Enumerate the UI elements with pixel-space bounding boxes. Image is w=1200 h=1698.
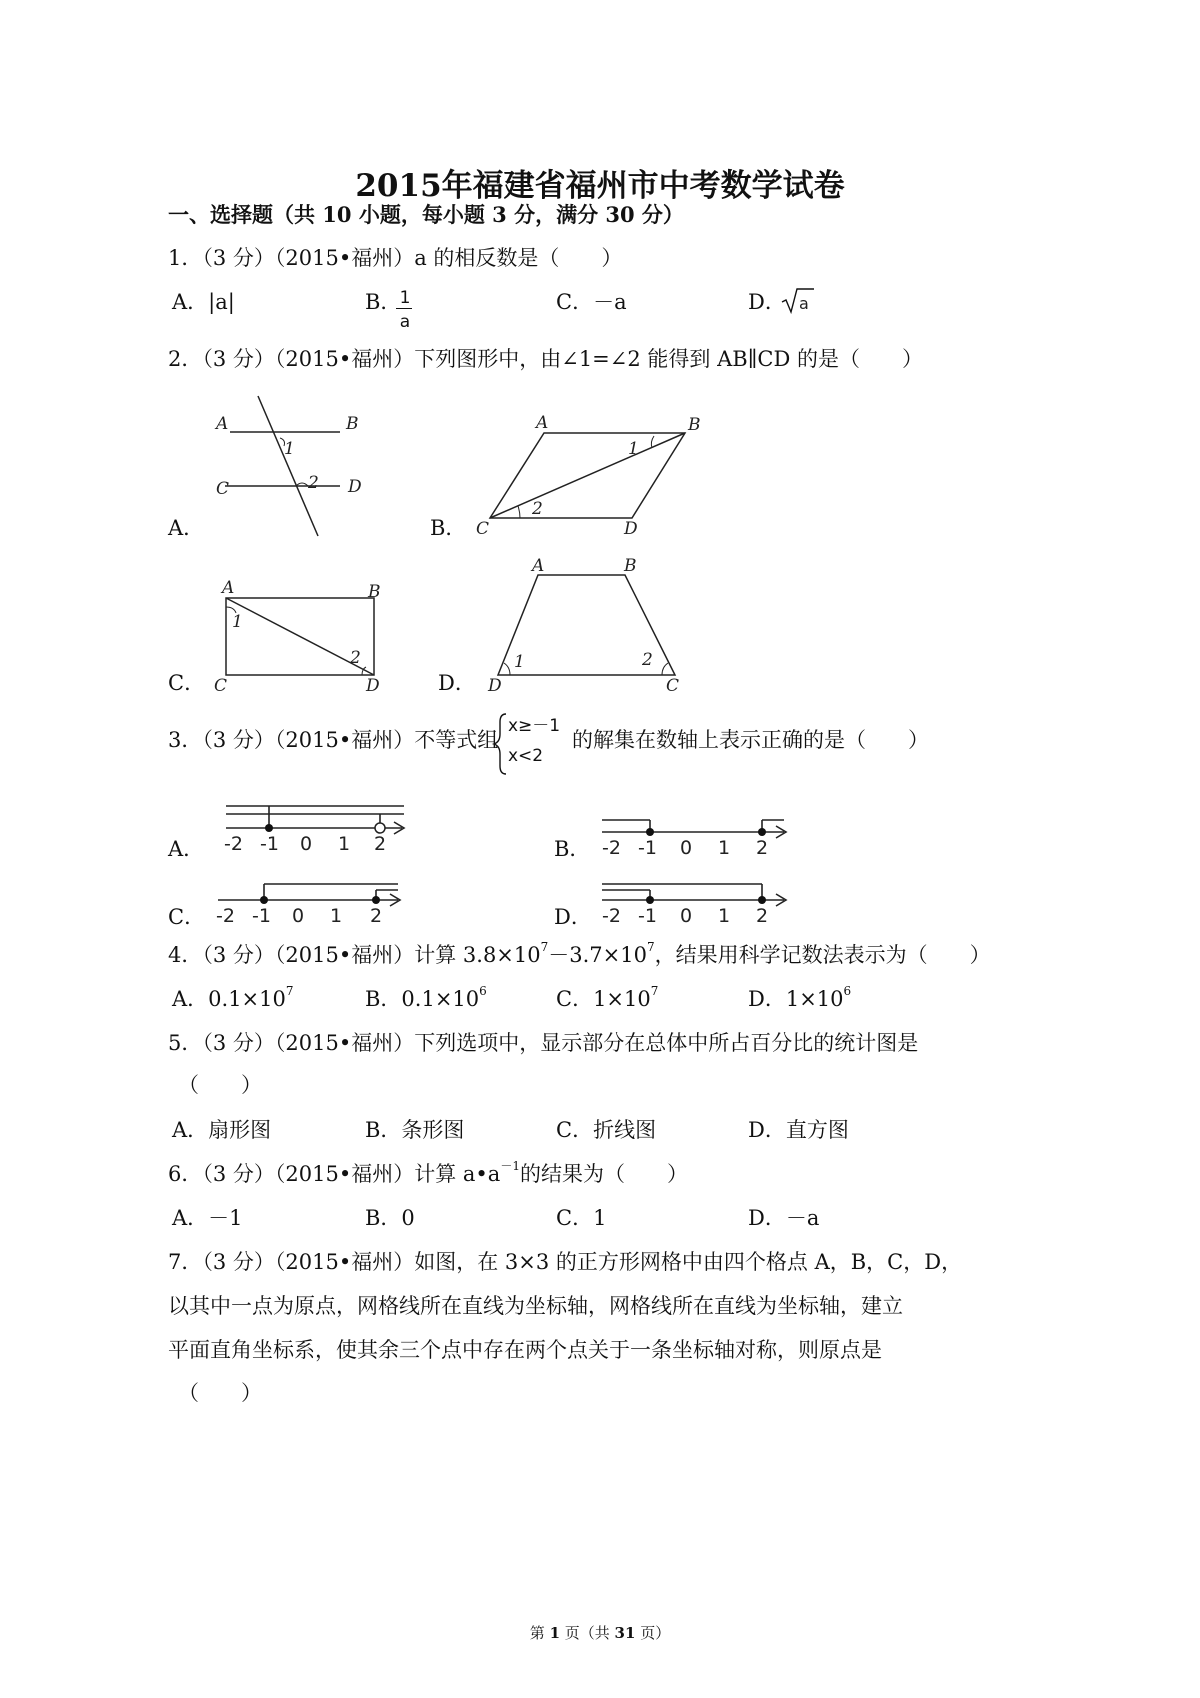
label-b: B: [346, 414, 359, 434]
tick-label: -2: [602, 905, 621, 927]
q5-option-c: C．折线图: [556, 1118, 657, 1142]
tick-label: 1: [338, 833, 351, 855]
question-1-stem: 1．（3 分）（2015•福州）a 的相反数是（ ）: [168, 246, 623, 270]
q1-b-numerator: 1: [399, 288, 411, 308]
q1-option-b: B．: [365, 290, 402, 314]
option-text: A．0.1×10: [172, 987, 286, 1011]
q2-option-b: B．: [430, 516, 467, 540]
option-text: B．0.1×10: [365, 987, 480, 1011]
q5-option-a: A．扇形图: [172, 1118, 272, 1142]
q4-option-d: [748, 984, 852, 1011]
label-c: C: [666, 676, 680, 696]
question-2-stem: 2．（3 分）（2015•福州）下列图形中，由∠1=∠2 能得到 AB∥CD 的是（ ）: [168, 347, 923, 371]
question-6-stem: [168, 1159, 688, 1186]
tick-label: 2: [370, 905, 383, 927]
q2-figure-c: [210, 575, 400, 695]
section-heading: 一、选择题（共 10 小题，每小题 3 分，满分 30 分）: [168, 202, 684, 227]
footer-text: 第: [529, 1624, 550, 1642]
question-7-line-3: 平面直角坐标系，使其余三个点中存在两个点关于一条坐标轴对称，则原点是: [168, 1338, 882, 1362]
label-d: D: [488, 676, 502, 696]
angle-1-label: 1: [628, 439, 639, 459]
q4-option-c: [556, 984, 659, 1011]
q4-stem-part: ，结果用科学记数法表示为（ ）: [654, 943, 991, 967]
tick-label: 2: [756, 905, 769, 927]
exponent: 6: [843, 984, 852, 998]
tick-label: 0: [300, 833, 313, 855]
tick-label: 2: [374, 833, 387, 855]
tick-label: -2: [216, 905, 235, 927]
question-5-answer-paren: （ ）: [178, 1073, 262, 1097]
question-7-line-1: 7．（3 分）（2015•福州）如图，在 3×3 的正方形网格中由四个格点 A，B，C，D，: [168, 1250, 963, 1274]
label-d: D: [348, 477, 362, 497]
q6-option-c: C．1: [556, 1206, 607, 1230]
tick-label: -1: [260, 833, 279, 855]
q2-option-d: D．: [438, 671, 476, 695]
fraction-bar: [396, 308, 412, 309]
q5-option-d: D．直方图: [748, 1118, 849, 1142]
q3-numberline-a: [220, 800, 420, 856]
q4-stem-part: 4．（3 分）（2015•福州）计算 3.8×10: [168, 943, 541, 967]
label-a: A: [532, 556, 545, 576]
label-c: C: [216, 479, 230, 499]
question-7-line-2: 以其中一点为原点，网格线所在直线为坐标轴，网格线所在直线为坐标轴，建立: [168, 1294, 903, 1318]
angle-2-label: 2: [350, 648, 361, 668]
tick-label: -1: [638, 837, 657, 859]
label-b: B: [368, 582, 381, 602]
question-5-stem: 5．（3 分）（2015•福州）下列选项中，显示部分在总体中所占百分比的统计图是: [168, 1031, 919, 1055]
total-pages: 31: [614, 1624, 636, 1642]
tick-label: -2: [224, 833, 243, 855]
q2-figure-a: [210, 390, 390, 540]
sqrt-icon: [780, 286, 820, 316]
inequality-2: x<2: [508, 746, 544, 766]
angle-2-label: 2: [532, 499, 543, 519]
q2-figure-d: [480, 555, 700, 695]
angle-1-label: 1: [232, 612, 243, 632]
q2-option-c: C．: [168, 671, 206, 695]
angle-1-label: 1: [514, 652, 525, 672]
q1-b-denominator: a: [399, 312, 411, 332]
q3-option-a: A．: [168, 837, 205, 861]
tick-label: 1: [718, 905, 731, 927]
exponent: 6: [479, 984, 487, 998]
q6-stem-part: 6．（3 分）（2015•福州）计算 a•a: [168, 1162, 501, 1186]
q3-option-b: B．: [554, 837, 591, 861]
tick-label: -2: [602, 837, 621, 859]
q1-d-radicand: a: [799, 294, 809, 313]
tick-label: -1: [252, 905, 271, 927]
question-3-stem-end: 的解集在数轴上表示正确的是（ ）: [572, 728, 929, 752]
q6-option-a: A．－1: [172, 1206, 243, 1230]
label-a: A: [536, 413, 549, 433]
q1-option-a: A．|a|: [172, 290, 235, 314]
q3-option-c: C．: [168, 905, 206, 929]
question-4-stem: [168, 940, 991, 967]
page-footer: [0, 1622, 1200, 1643]
tick-label: 0: [680, 837, 693, 859]
exponent: －1: [500, 1159, 520, 1173]
exponent: 7: [646, 940, 655, 954]
q3-numberline-c: [212, 876, 412, 926]
question-3-stem-start: 3．（3 分）（2015•福州）不等式组: [168, 728, 499, 752]
footer-text: 页（共: [560, 1624, 615, 1642]
q6-stem-part: 的结果为（ ）: [519, 1162, 688, 1186]
exponent: 7: [540, 940, 549, 954]
footer-text: 页）: [635, 1624, 671, 1642]
label-c: C: [476, 519, 490, 539]
tick-label: 0: [292, 905, 305, 927]
q6-option-b: B．0: [365, 1206, 415, 1230]
label-b: B: [624, 556, 637, 576]
tick-label: 1: [330, 905, 343, 927]
option-text: C．1×10: [556, 987, 651, 1011]
current-page-number: 1: [549, 1624, 560, 1642]
question-7-answer-paren: （ ）: [178, 1381, 262, 1405]
option-text: D．1×10: [748, 987, 844, 1011]
q3-numberline-d: [598, 876, 798, 926]
exponent: 7: [650, 984, 659, 998]
tick-label: 0: [680, 905, 693, 927]
angle-2-label: 2: [308, 473, 319, 493]
q6-option-d: D．－a: [748, 1206, 820, 1230]
q3-option-d: D．: [554, 905, 592, 929]
angle-1-label: 1: [284, 439, 295, 459]
q2-figure-b: [470, 410, 720, 540]
q3-numberline-b: [598, 808, 798, 858]
q5-option-b: B．条形图: [365, 1118, 465, 1142]
exponent: 7: [285, 984, 294, 998]
page-title: 2015年福建省福州市中考数学试卷: [355, 168, 845, 204]
q1-option-c: C．－a: [556, 290, 627, 314]
label-c: C: [214, 676, 228, 696]
tick-label: 1: [718, 837, 731, 859]
q4-option-b: [365, 984, 487, 1011]
label-a: A: [222, 578, 235, 598]
label-a: A: [216, 414, 229, 434]
q1-option-d: D．: [748, 290, 786, 314]
tick-label: 2: [756, 837, 769, 859]
tick-label: -1: [638, 905, 657, 927]
label-d: D: [366, 676, 380, 696]
q4-stem-part: －3.7×10: [548, 943, 647, 967]
inequality-1: x≥－1: [508, 716, 561, 736]
label-d: D: [624, 519, 638, 539]
q4-option-a: [172, 984, 294, 1011]
angle-2-label: 2: [642, 650, 653, 670]
q2-option-a: A．: [168, 516, 205, 540]
label-b: B: [688, 415, 701, 435]
